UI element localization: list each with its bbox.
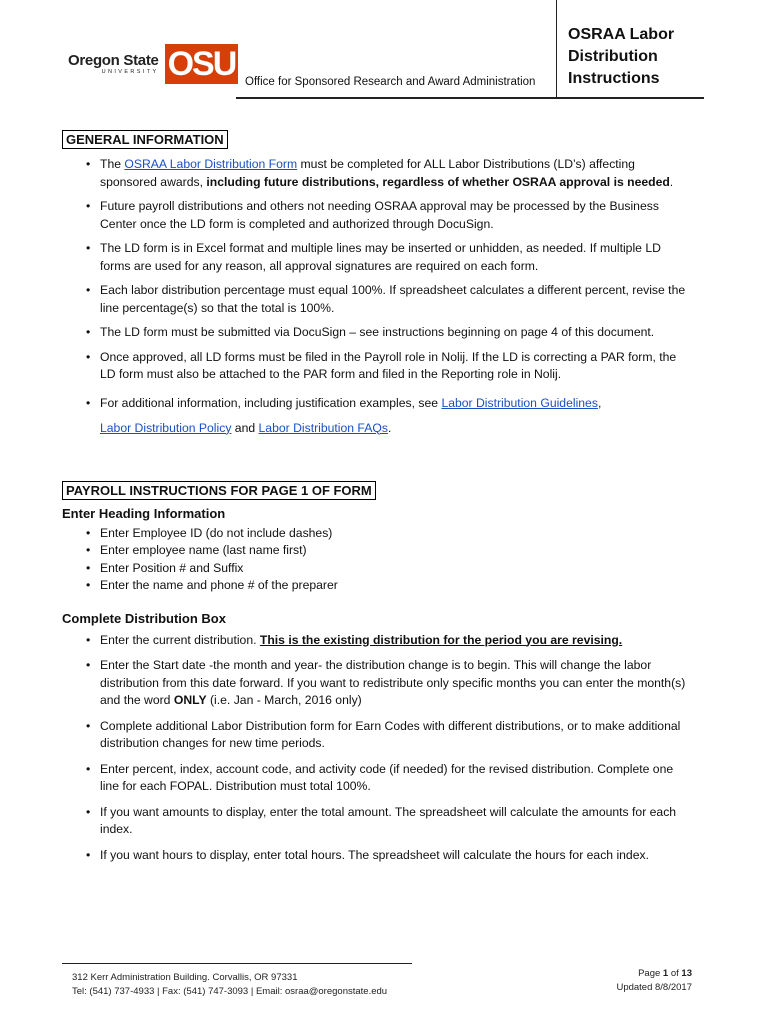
- complete-distribution-box-subheading: Complete Distribution Box: [62, 610, 226, 626]
- page-number: Page 1 of 13: [638, 968, 692, 979]
- payroll-instructions-heading: PAYROLL INSTRUCTIONS FOR PAGE 1 OF FORM: [62, 481, 376, 500]
- list-item: • Enter Position # and Suffix: [62, 560, 692, 578]
- list-item: • Future payroll distributions and others not needing OSRAA approval may be processed by the Business Center once the LD form is completed and authorized through DocuSign.: [62, 198, 692, 233]
- document-title: OSRAA Labor Distribution Instructions: [568, 26, 675, 87]
- document-header: [0, 0, 770, 100]
- list-item: • Enter employee name (last name first): [62, 542, 692, 560]
- list-item: • Enter percent, index, account code, and activity code (if needed) for the revised distribution. Complete one line for each FOPAL. Distribution must total 100%.: [62, 761, 692, 796]
- list-item: • Enter the name and phone # of the preparer: [62, 577, 692, 595]
- footer-contact: [72, 971, 387, 999]
- list-item: • Once approved, all LD forms must be filed in the Payroll role in Nolij. If the LD is correcting a PAR form, the LD form must also be attached to the PAR form and filed in the Reporting role in Nolij.: [62, 349, 692, 384]
- logo-subtext: UNIVERSITY: [101, 69, 159, 75]
- list-item: • Enter the current distribution. This is the existing distribution for the period you are revising.: [62, 632, 692, 650]
- list-item: • If you want hours to display, enter total hours. The spreadsheet will calculate the hours for each index.: [62, 847, 692, 865]
- enter-heading-info-subheading: Enter Heading Information: [62, 505, 226, 521]
- list-item: • The LD form is in Excel format and multiple lines may be inserted or unhidden, as needed. If multiple LD forms are used for any reason, all approval signatures are required on each form.: [62, 240, 692, 275]
- heading-info-list: [62, 525, 692, 595]
- list-item: • If you want amounts to display, enter the total amount. The spreadsheet will calculate the amounts for each index.: [62, 804, 692, 839]
- list-item: • The OSRAA Labor Distribution Form must be completed for ALL Labor Distributions (LD’s) affecting sponsored awards, including future distributions, regardless of whether OSRAA approval is needed.: [62, 156, 692, 191]
- list-item: • Complete additional Labor Distribution form for Earn Codes with different distributions, or to make additional distribution changes for new time periods.: [62, 718, 692, 753]
- document-body: [62, 130, 692, 864]
- list-item: • The LD form must be submitted via DocuSign – see instructions beginning on page 4 of this document.: [62, 324, 692, 342]
- distribution-box-list: [62, 632, 692, 865]
- ld-policy-link[interactable]: Labor Distribution Policy: [100, 420, 232, 435]
- footer-address: 312 Kerr Administration Building. Corvallis, OR 97331: [72, 972, 298, 983]
- osu-logo: [68, 44, 238, 84]
- list-item: • Each labor distribution percentage must equal 100%. If spreadsheet calculates a different percent, revise the line percentage(s) so that the total is 100%.: [62, 282, 692, 317]
- office-name: Office for Sponsored Research and Award Administration: [245, 76, 536, 88]
- osraa-ld-form-link[interactable]: OSRAA Labor Distribution Form: [124, 157, 298, 171]
- list-item: • Enter the Start date -the month and year- the distribution change is to begin. This will change the labor distribution from this date forward. If you want to redistribute only specific months you can enter the month(s) and the word ONLY (i.e. Jan - March, 2016 only): [62, 657, 692, 710]
- footer-phone-email: Tel: (541) 737-4933 | Fax: (541) 747-3093 | Email: osraa@oregonstate.edu: [72, 986, 388, 997]
- list-item: • For additional information, including justification examples, see Labor Distribution Guidelines, Labor Distribution Policy and Labor Distribution FAQs.: [62, 391, 692, 441]
- header-divider: [556, 0, 557, 98]
- general-information-heading: GENERAL INFORMATION: [62, 130, 228, 149]
- ld-guidelines-link[interactable]: Labor Distribution Guidelines: [441, 395, 598, 410]
- footer-page-info: [616, 967, 692, 995]
- ld-faqs-link[interactable]: Labor Distribution FAQs: [258, 420, 388, 435]
- logo-osu-mark: OSU: [165, 44, 239, 84]
- footer-rule: [62, 963, 412, 964]
- logo-wordmark: Oregon State: [68, 52, 159, 69]
- header-rule: [236, 97, 704, 99]
- updated-date: Updated 8/8/2017: [616, 982, 692, 993]
- list-item: • Enter Employee ID (do not include dashes): [62, 525, 692, 543]
- general-information-list: [62, 156, 692, 441]
